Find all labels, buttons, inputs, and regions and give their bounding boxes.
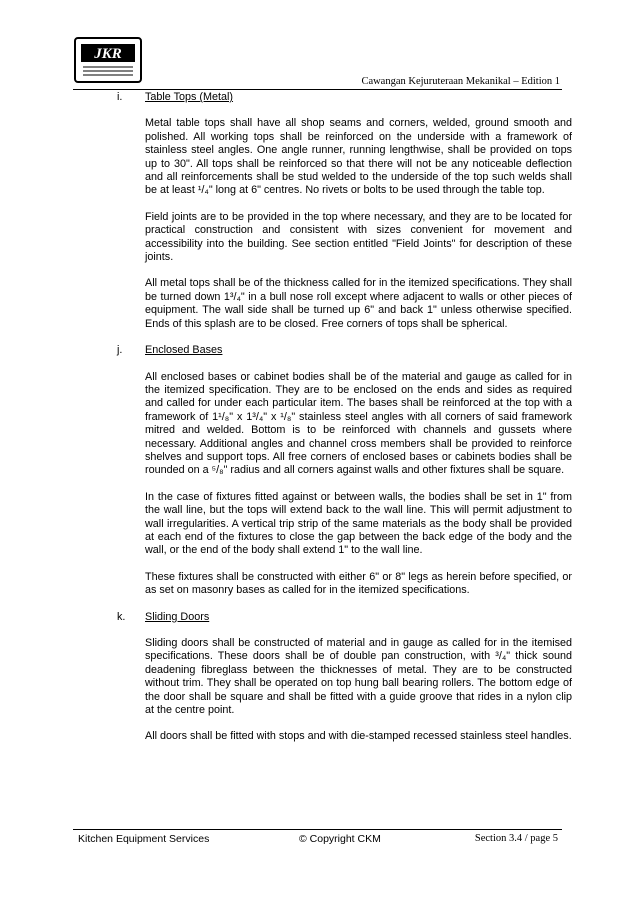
section-heading: [73, 611, 573, 624]
jkr-logo-icon: [73, 36, 143, 84]
paragraph: All metal tops shall be of the thickness called for in the itemized specifications. They shall be turned down 1³/₄" in a bull nose roll except where adjacent to walls or other pieces of equipment. The wall side shall be turned up 6" and back 1" unless otherwise specified. Ends of this splash are to be closed. Free corners of tops shall be spherical.: [145, 277, 572, 330]
header-divider: [73, 89, 562, 90]
section-heading: [73, 91, 573, 104]
section-title: Table Tops (Metal): [145, 91, 234, 103]
paragraph: Sliding doors shall be constructed of material and in gauge as called for in the itemised specifications. These doors shall be of double pan construction, with ³/₄" thick sound deadening fibreglass between the thicknesses of metal. They are to be constructed without trim. They shall be operated on top hung ball bearing rollers. The bottom edge of the door shall be square and shall be fitted with a guide groove that rides in a nylon clip at the centre point.: [145, 637, 572, 717]
logo-text: JKR: [94, 46, 122, 62]
footer-copyright: © Copyright CKM: [299, 833, 381, 845]
footer-page-number: Section 3.4 / page 5: [474, 833, 558, 844]
document-body: [73, 91, 573, 757]
section-title: Sliding Doors: [145, 610, 210, 623]
paragraph: All enclosed bases or cabinet bodies shall be of the material and gauge as called for in the itemized specification. They are to be enclosed on the ends and sides as required and called for under each particular item. The bases shall be reinforced at the top with a framework of 1¹/₈" x 1³/₄" x ¹/₈" stainless steel angles with all corners of said framework mitred and welded. Bottom is to be reinforced with channels and gussets where necessary. Additional angles and channel cross members shall be provided to reinforce shelves and support tops. All free corners of enclosed bases or cabinets bodies shall be rounded on a ⁵/₈" radius and all corners against walls and other fixtures shall be square.: [145, 370, 572, 477]
paragraph: In the case of fixtures fitted against or between walls, the bodies shall be set in 1" from the wall line, but the tops will extend back to the wall line. This will permit adjustment to wall irregularities. A vertical trip strip of the same materials as the body shall be provided at each end of the fixtures to close the gap between the back edge of the body and the wall, or the end of the body shall extend 1" to the wall line.: [145, 490, 572, 557]
footer-divider: [73, 829, 562, 830]
paragraph: These fixtures shall be constructed with either 6" or 8" legs as herein before specified, or as set on masonry bases as called for in the itemized specifications.: [145, 570, 572, 597]
section-letter: k.: [117, 610, 126, 623]
section-title: Enclosed Bases: [145, 344, 223, 357]
footer-document-name: Kitchen Equipment Services: [78, 833, 210, 845]
section-heading: [73, 344, 573, 357]
header-title: Cawangan Kejuruteraan Mekanikal – Edition 1: [361, 76, 560, 87]
paragraph: All doors shall be fitted with stops and with die-stamped recessed stainless steel handles.: [145, 730, 572, 743]
section-letter: i.: [117, 91, 123, 103]
section-letter: j.: [117, 344, 123, 357]
paragraph: Metal table tops shall have all shop seams and corners, welded, ground smooth and polished. All working tops shall be reinforced on the underside with a framework of stainless steel angles. One angle runner, running lengthwise, shall be provided on tops up to 30". All tops shall be reinforced so that there will not be any noticeable deflection and all reinforcements shall be stud welded to the underside of the top such welds shall be at least ¹/₄" long at 6" centres. No rivets or bolts to be used through the table top.: [145, 117, 572, 197]
paragraph: Field joints are to be provided in the top where necessary, and they are to be located for practical construction and consistent with sizes convenient for movement and accessibility into the building. See section entitled "Field Joints" for description of these joints.: [145, 210, 572, 264]
